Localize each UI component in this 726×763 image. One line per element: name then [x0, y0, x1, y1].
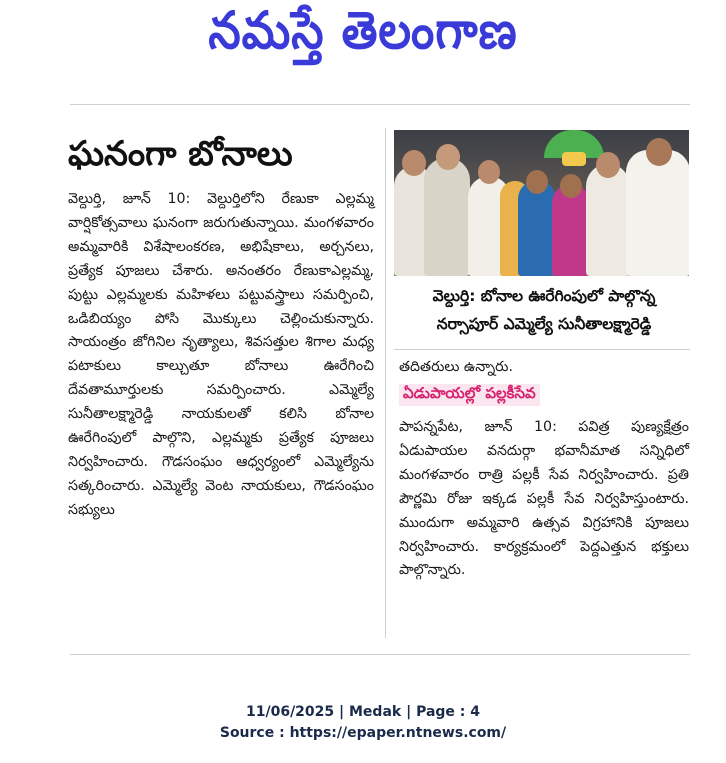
photo-caption-line2: నర్సాపూర్ ఎమ్మెల్యే సునీతాలక్ష్మారెడ్డి — [436, 315, 652, 333]
footer-source-line: Source : https://epaper.ntnews.com/ — [219, 725, 507, 741]
bonalu-photo — [394, 130, 689, 276]
article1-body-column — [68, 188, 374, 638]
photo-caption — [394, 282, 694, 338]
article1-continuation: తదితరులు ఉన్నారు. — [399, 359, 513, 375]
photo-caption-line1: వెల్దుర్తి: బోనాల ఊరేగింపులో పాల్గొన్న — [432, 287, 656, 305]
article2-body: పాపన్నపేట, జూన్ 10: పవిత్ర పుణ్యక్షేత్రం ఏడుపాయల వనదుర్గా భవానీమాత సన్నిధిలో మంగళవారం రాత్రి పల్లకీ సేవ నిర్వహించారు. ప్రతి పౌర్ణమి రోజు ఇక్కడ పల్లకీ సేవ నిర్వహిస్తుంటారు. ముందుగా అమ్మవారి ఉత్సవ విగ్రహానికి పూజలు నిర్వహించారు. కార్యక్రమంలో పెద్దఎత్తున భక్తులు పాల్గొన్నారు. — [399, 419, 689, 579]
article2-body-column — [399, 416, 689, 583]
column-divider — [385, 128, 386, 638]
footer-date-line: 11/06/2025 | Medak | Page : 4 — [245, 704, 481, 720]
article1-body: వెల్దుర్తి, జూన్ 10: వెల్దుర్తిలోని రేణుకా ఎల్లమ్మ వార్షికోత్సవాలు ఘనంగా జరుగుతున్నాయి. మంగళవారం అమ్మవారికి విశేషాలంకరణ, అభిషేకాలు, అర్చనలు, ప్రత్యేక పూజలు చేశారు. అనంతరం రేణుకాఎల్లమ్మ, పుట్టు ఎల్లమ్మలకు మహిళలు పట్టువస్త్రాలు సమర్పించి, ఒడిబియ్యం పోసి మొక్కులు చెల్లించుకున్నారు. సాయంత్రం జోగినిల నృత్యాలు, శివసత్తుల శిగాల మధ్య పటాకులు కాల్చుతూ బోనాలు ఊరేగించి దేవతామూర్తులకు సమర్పించారు. ఎమ్మెల్యే సునీతాలక్ష్మారెడ్డి నాయకులతో కలిసి బోనాల ఊరేగింపులో పాల్గొని, ఎల్లమ్మకు ప్రత్యేక పూజలు నిర్వహించారు. గౌడసంఘం ఆధ్వర్యంలో ఎమ్మెల్యేను సత్కరించారు. ఎమ్మెల్యే వెంట నాయకులు, గౌడసంఘం సభ్యులు — [68, 191, 374, 518]
article1-headline: ఘనంగా బోనాలు — [68, 134, 293, 174]
caption-divider — [394, 349, 690, 350]
masthead — [0, 0, 726, 78]
masthead-title: నమస్తే తెలంగాణ — [208, 0, 518, 61]
bottom-rule — [70, 654, 690, 655]
article2-subhead: ఏడుపాయల్లో పల్లకీసేవ — [399, 384, 540, 406]
top-rule — [70, 104, 690, 105]
